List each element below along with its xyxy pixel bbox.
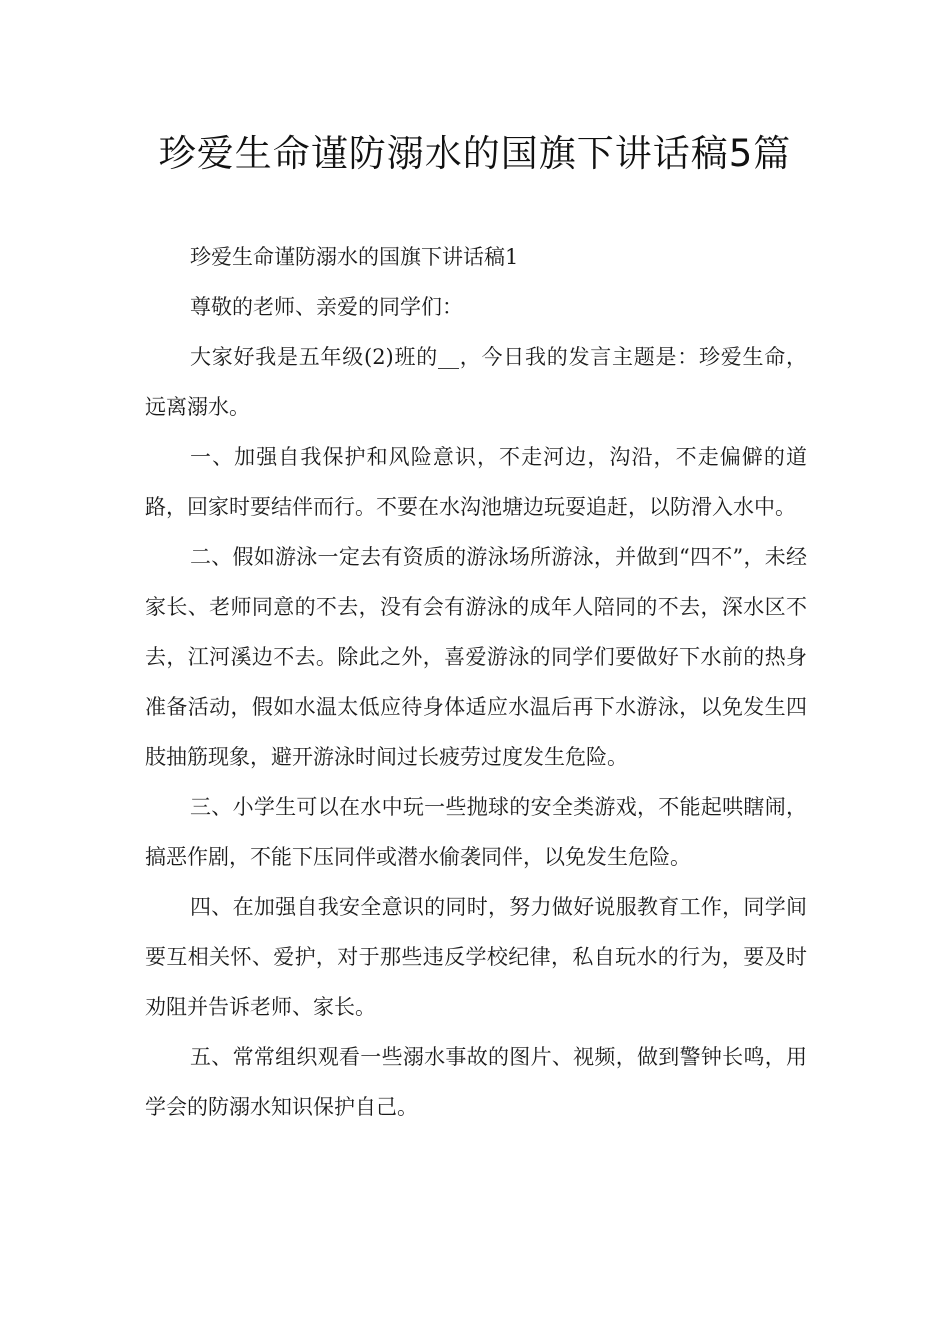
paragraph-point-3: 三、小学生可以在水中玩一些抛球的安全类游戏，不能起哄瞎闹，搞恶作剧，不能下压同伴或潜水偷袭同伴，以免发生危险。	[145, 795, 807, 869]
document-body	[145, 232, 807, 1132]
document-title: 珍爱生命谨防溺水的国旗下讲话稿5篇	[158, 132, 792, 175]
paragraph-point-2: 二、假如游泳一定去有资质的游泳场所游泳，并做到“四不”，未经家长、老师同意的不去，没有会有游泳的成年人陪同的不去，深水区不去，江河溪边不去。除此之外，喜爱游泳的同学们要做好下水前的热身准备活动，假如水温太低应待身体适应水温后再下水游泳，以免发生四肢抽筋现象，避开游泳时间过长疲劳过度发生危险。	[145, 545, 807, 769]
paragraph-point-1: 一、加强自我保护和风险意识，不走河边，沟沿，不走偏僻的道路，回家时要结伴而行。不要在水沟池塘边玩耍追赶，以防滑入水中。	[145, 445, 807, 519]
paragraph-subtitle: 珍爱生命谨防溺水的国旗下讲话稿1	[190, 245, 519, 269]
paragraph-salutation: 尊敬的老师、亲爱的同学们：	[190, 295, 463, 319]
paragraph-point-5: 五、常常组织观看一些溺水事故的图片、视频，做到警钟长鸣，用学会的防溺水知识保护自己。	[145, 1045, 807, 1119]
paragraph-intro: 大家好我是五年级(2)班的__，今日我的发言主题是：珍爱生命，远离溺水。	[145, 345, 807, 419]
paragraph-point-4: 四、在加强自我安全意识的同时，努力做好说服教育工作，同学间要互相关怀、爱护，对于那些违反学校纪律，私自玩水的行为，要及时劝阻并告诉老师、家长。	[145, 895, 807, 1019]
